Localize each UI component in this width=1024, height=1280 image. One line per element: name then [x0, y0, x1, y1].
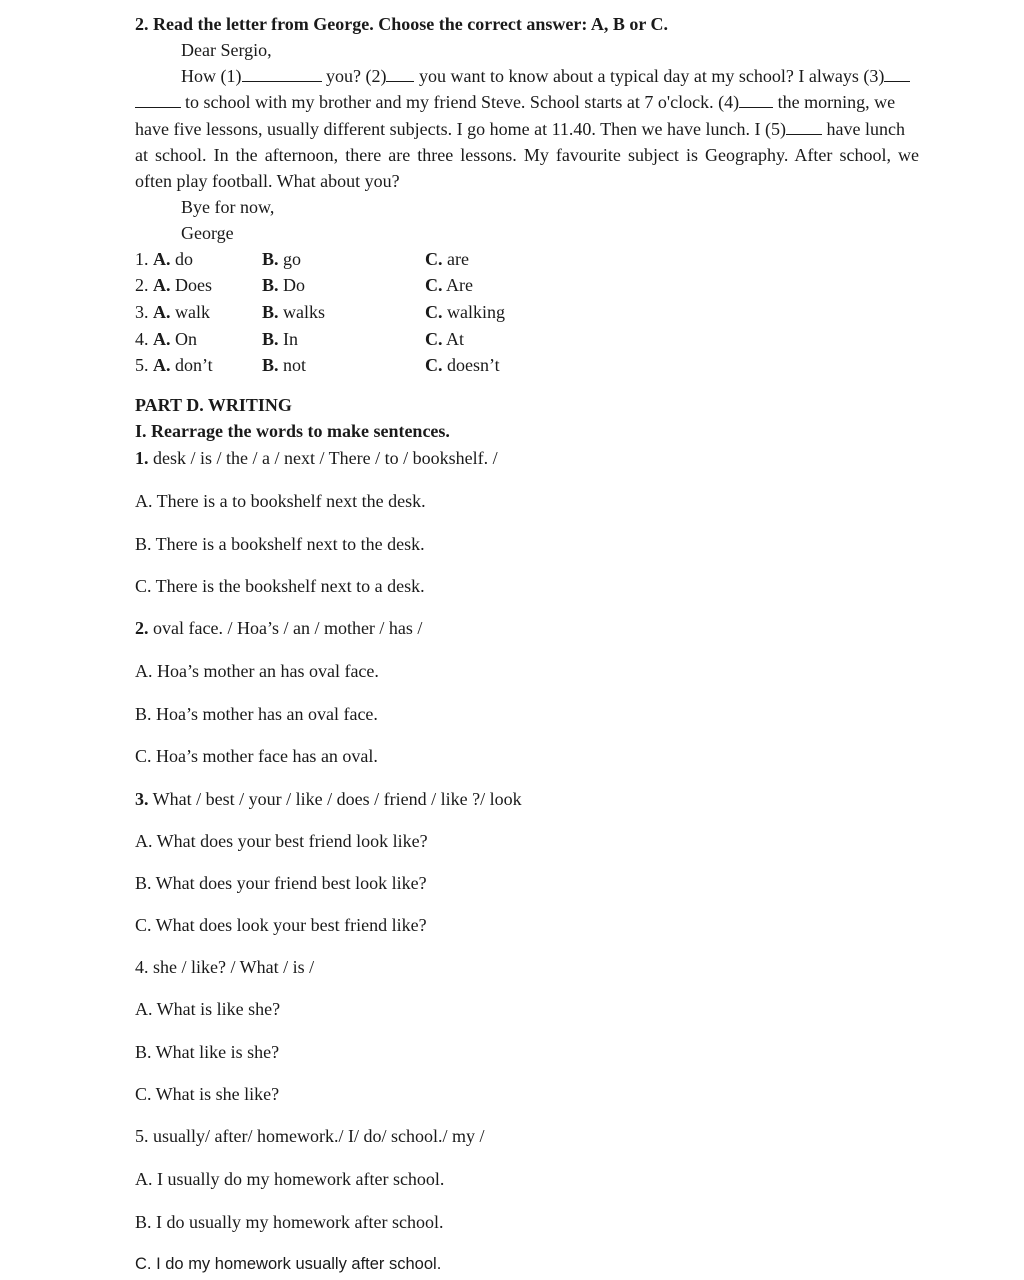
choice-option-c[interactable]: [425, 300, 505, 324]
answer-option-b[interactable]: B. What does your friend best look like?: [135, 873, 427, 893]
option-key: C.: [425, 275, 443, 295]
letter-line-2: [135, 90, 919, 114]
prompt-number: 1.: [135, 448, 149, 468]
prompt-words: she / like? / What / is /: [148, 957, 315, 977]
prompt-words: desk / is / the / a / next / There / to / bookshelf. /: [148, 448, 498, 468]
question-number: 2.: [135, 275, 149, 295]
letter-line-1: [181, 64, 919, 88]
answer-option-b[interactable]: B. I do usually my homework after school.: [135, 1212, 444, 1232]
answer-option-a[interactable]: A. What is like she?: [135, 999, 281, 1019]
option-key: B.: [262, 275, 279, 295]
answer-option-a[interactable]: A. I usually do my homework after school.: [135, 1169, 445, 1189]
part-d-title: PART D. WRITING: [135, 395, 292, 415]
option-text: walking: [447, 302, 505, 322]
option-text: not: [283, 355, 307, 375]
answer-option-c[interactable]: C. What does look your best friend like?: [135, 915, 427, 935]
blank-3: [884, 66, 910, 82]
choice-option-b[interactable]: [262, 300, 325, 324]
choice-option-c[interactable]: [425, 247, 469, 271]
option-text: On: [175, 329, 197, 349]
prompt-words: What / best / your / like / does / friend / like ?/ look: [148, 789, 522, 809]
choice-option-b[interactable]: [262, 247, 301, 271]
letter-text: How (1): [181, 66, 242, 86]
option-key: B.: [262, 249, 279, 269]
letter-text: have five lessons, usually different subjects. I go home at 11.40. Then we have lunch. I (5): [135, 119, 786, 139]
question-number: 5.: [135, 355, 149, 375]
option-text: Are: [446, 275, 473, 295]
choice-option-b[interactable]: [262, 273, 305, 297]
option-key: A.: [153, 355, 171, 375]
letter-line-4: at school. In the afternoon, there are three lessons. My favourite subject is Geography. After school, we: [135, 145, 919, 165]
blank-5: [786, 119, 822, 135]
answer-option-a[interactable]: A. There is a to bookshelf next the desk.: [135, 491, 426, 511]
answer-option-c[interactable]: C. Hoa’s mother face has an oval.: [135, 746, 378, 766]
choice-option-c[interactable]: [425, 273, 473, 297]
option-key: B.: [262, 302, 279, 322]
answer-option-a[interactable]: A. Hoa’s mother an has oval face.: [135, 661, 379, 681]
writing-prompt: [135, 1124, 484, 1148]
letter-line-3: [135, 117, 919, 141]
letter-greeting: Dear Sergio,: [181, 40, 272, 60]
option-text: don’t: [175, 355, 213, 375]
letter-closing: Bye for now,: [181, 197, 275, 217]
choice-option-b[interactable]: [262, 327, 298, 351]
option-key: A.: [153, 249, 171, 269]
blank-4: [739, 92, 773, 108]
blank-2: [386, 66, 414, 82]
letter-signature: George: [181, 223, 234, 243]
writing-instruction: I. Rearrage the words to make sentences.: [135, 421, 450, 441]
answer-option-a[interactable]: A. What does your best friend look like?: [135, 831, 428, 851]
letter-text: you want to know about a typical day at my school? I always (3): [414, 66, 885, 86]
choice-option-c[interactable]: [425, 353, 500, 377]
letter-text: the morning, we: [773, 92, 896, 112]
blank-3-cont: [135, 92, 181, 108]
choice-option-a[interactable]: [135, 327, 197, 351]
option-text: walks: [283, 302, 326, 322]
option-text: go: [283, 249, 302, 269]
answer-option-b[interactable]: B. What like is she?: [135, 1042, 280, 1062]
answer-option-b[interactable]: B. There is a bookshelf next to the desk.: [135, 534, 425, 554]
writing-prompt: [135, 955, 314, 979]
option-text: doesn’t: [447, 355, 500, 375]
option-text: Does: [175, 275, 212, 295]
option-key: A.: [153, 329, 171, 349]
option-text: do: [175, 249, 193, 269]
option-text: Do: [283, 275, 306, 295]
blank-1: [242, 66, 322, 82]
option-key: A.: [153, 302, 171, 322]
reading-heading: 2. Read the letter from George. Choose the correct answer: A, B or C.: [135, 14, 669, 34]
option-text: are: [447, 249, 469, 269]
answer-option-c[interactable]: C. There is the bookshelf next to a desk.: [135, 576, 425, 596]
option-key: B.: [262, 355, 279, 375]
option-text: In: [283, 329, 299, 349]
letter-text: have lunch: [822, 119, 905, 139]
question-number: 4.: [135, 329, 149, 349]
choice-option-a[interactable]: [135, 300, 210, 324]
prompt-number: 5.: [135, 1126, 149, 1146]
choice-option-a[interactable]: [135, 247, 193, 271]
option-key: C.: [425, 249, 443, 269]
letter-text: to school with my brother and my friend Steve. School starts at 7 o'clock. (4): [185, 92, 740, 112]
option-key: B.: [262, 329, 279, 349]
question-number: 3.: [135, 302, 149, 322]
choice-option-b[interactable]: [262, 353, 306, 377]
prompt-number: 2.: [135, 618, 149, 638]
prompt-words: usually/ after/ homework./ I/ do/ school./ my /: [148, 1126, 485, 1146]
writing-prompt: [135, 446, 498, 470]
choice-option-a[interactable]: [135, 353, 213, 377]
writing-prompt: [135, 787, 522, 811]
option-key: C.: [425, 355, 443, 375]
choice-option-a[interactable]: [135, 273, 212, 297]
prompt-number: 3.: [135, 789, 149, 809]
answer-option-b[interactable]: B. Hoa’s mother has an oval face.: [135, 704, 378, 724]
choice-option-c[interactable]: [425, 327, 464, 351]
answer-option-c[interactable]: C. I do my homework usually after school.: [135, 1255, 442, 1273]
option-key: C.: [425, 302, 443, 322]
letter-text: you? (2): [321, 66, 387, 86]
letter-line-5: often play football. What about you?: [135, 171, 400, 191]
option-text: walk: [175, 302, 210, 322]
question-number: 1.: [135, 249, 149, 269]
writing-prompt: [135, 616, 422, 640]
prompt-words: oval face. / Hoa’s / an / mother / has /: [148, 618, 423, 638]
prompt-number: 4.: [135, 957, 149, 977]
option-key: A.: [153, 275, 171, 295]
answer-option-c[interactable]: C. What is she like?: [135, 1084, 280, 1104]
option-key: C.: [425, 329, 443, 349]
option-text: At: [446, 329, 465, 349]
